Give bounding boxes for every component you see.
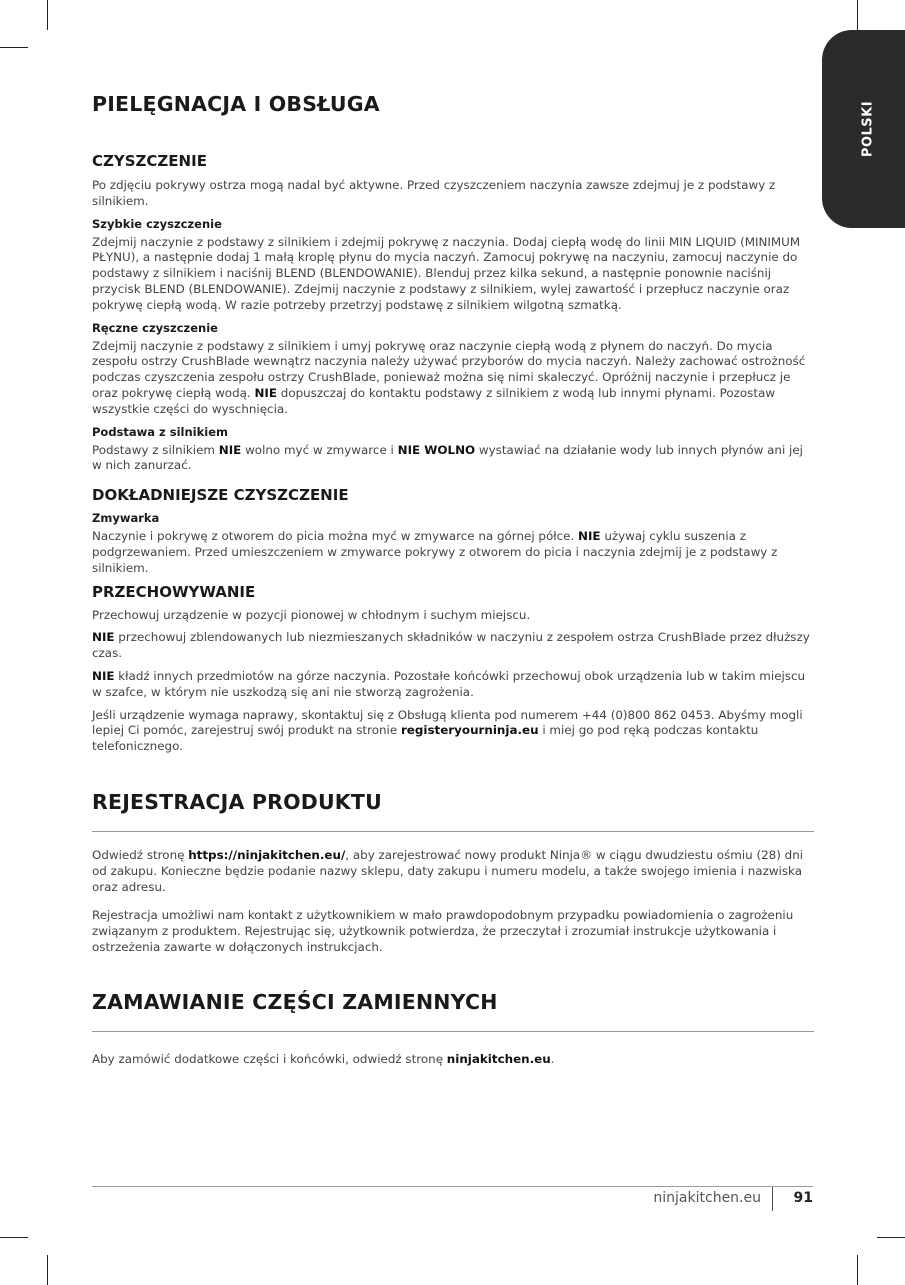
language-tab bbox=[822, 30, 905, 228]
manual-cleaning-text-2: dopuszczaj do kontaktu podstawy z silnikiem z wodą lub innymi płynami. Pozostaw wszystkie części do wyschnięcia. bbox=[92, 385, 776, 416]
page-number: 91 bbox=[793, 1190, 813, 1206]
manual-cleaning-heading: Ręczne czyszczenie bbox=[92, 320, 218, 335]
registration-p1-text-a: Odwiedź stronę bbox=[92, 847, 185, 862]
nie-emphasis: NIE bbox=[578, 529, 601, 544]
crop-mark bbox=[877, 1237, 905, 1238]
crop-mark bbox=[47, 1255, 48, 1285]
crop-mark bbox=[857, 0, 858, 30]
crop-mark bbox=[47, 0, 48, 30]
dishwasher-heading: Zmywarka bbox=[92, 511, 160, 526]
storage-p3 bbox=[92, 669, 814, 701]
spare-parts-text bbox=[92, 1052, 814, 1068]
crop-mark bbox=[0, 47, 28, 48]
registration-p1 bbox=[92, 848, 814, 895]
registration-p1-text-b: , aby zarejestrować nowy produkt Ninja® w ciągu dwudziestu ośmiu (28) dni od zakupu. Konieczne będzie podanie nazwy sklepu, daty zakupu i numeru modelu, a także swojego imienia i nazwiska oraz adresu. bbox=[92, 847, 804, 894]
storage-p4 bbox=[92, 708, 814, 755]
crop-mark bbox=[857, 1255, 858, 1285]
footer-site: ninjakitchen.eu bbox=[653, 1190, 761, 1206]
manual-cleaning-text-1: Zdejmij naczynie z podstawy z silnikiem i umyj pokrywę oraz naczynie ciepłą wodą z płynem do naczyń. Do mycia zespołu ostrzy CrushBlade wewnątrz naczynia należy używać przyborów do mycia naczyń. Należy zachować ostrożność podczas czyszczenia zespołu ostrzy CrushBlade, ponieważ można się nimi skaleczyć. Opróżnij naczynie i przepłucz je oraz pokrywę ciepłą wodą. bbox=[92, 338, 806, 400]
crop-mark bbox=[0, 1237, 28, 1238]
main-heading: PIELĘGNACJA I OBSŁUGA bbox=[92, 92, 380, 116]
footer-separator bbox=[772, 1187, 773, 1211]
nie-emphasis: NIE bbox=[254, 385, 277, 400]
motor-base-text-2: wolno myć w zmywarce i bbox=[245, 442, 394, 457]
storage-p1: Przechowuj urządzenie w pozycji pionowej w chłodnym i suchym miejscu. bbox=[92, 607, 531, 622]
quick-cleaning-heading: Szybkie czyszczenie bbox=[92, 216, 222, 231]
page-footer bbox=[92, 1186, 813, 1213]
registration-heading: REJESTRACJA PRODUKTU bbox=[92, 789, 382, 814]
section-divider bbox=[92, 1031, 814, 1032]
registration-p2: Rejestracja umożliwi nam kontakt z użytkownikiem w mało prawdopodobnym przypadku powiadomienia o zagrożeniu związanym z produktem. Rejestrując się, użytkownik potwierdza, że przeczytał i zrozumiał instrukcje użytkowania i ostrzeżenia zawarte w dołączonych instrukcjach. bbox=[92, 908, 794, 954]
storage-p4-text-a: Jeśli urządzenie wymaga naprawy, skontaktuj się z Obsługą klienta pod numerem +44 (0)800 862 0453. Abyśmy mogli lepiej Ci pomóc, zarejestruj swój produkt na stronie bbox=[92, 707, 803, 738]
nie-emphasis: NIE bbox=[92, 630, 115, 645]
storage-p2 bbox=[92, 630, 814, 662]
language-tab-label: POLSKI bbox=[860, 100, 876, 158]
dishwasher-text-1: Naczynie i pokrywę z otworem do picia można myć w zmywarce na górnej półce. bbox=[92, 529, 575, 544]
cleaning-intro: Po zdjęciu pokrywy ostrza mogą nadal być aktywne. Przed czyszczeniem naczynia zawsze zdejmuj je z podstawy z silnikiem. bbox=[92, 178, 776, 208]
storage-p4-text-b: i miej go pod ręką podczas kontaktu telefonicznego. bbox=[92, 723, 759, 754]
ninjakitchen-url-link[interactable]: https://ninjakitchen.eu/ bbox=[188, 847, 346, 862]
cleaning-heading: CZYSZCZENIE bbox=[92, 152, 207, 170]
storage-p3-text: kładź innych przedmiotów na górze naczynia. Pozostałe końcówki przechowuj obok urządzenia lub w takim miejscu w szafce, w którym nie uszkodzą się ani nie stworzą zagrożenia. bbox=[92, 668, 806, 699]
dishwasher-text bbox=[92, 529, 814, 576]
motor-base-heading: Podstawa z silnikiem bbox=[92, 424, 228, 439]
storage-p2-text: przechowuj zblendowanych lub niezmieszanych składników w naczyniu z zespołem ostrza CrushBlade przez dłuższy czas. bbox=[92, 630, 810, 661]
nie-wolno-emphasis: NIE WOLNO bbox=[397, 442, 476, 457]
nie-emphasis: NIE bbox=[92, 668, 115, 683]
section-divider bbox=[92, 831, 814, 832]
manual-cleaning-text bbox=[92, 339, 814, 418]
deep-cleaning-heading: DOKŁADNIEJSZE CZYSZCZENIE bbox=[92, 486, 349, 505]
dishwasher-text-2: używaj cyklu suszenia z podgrzewaniem. Przed umieszczeniem w zmywarce pokrywy z otworem do picia i naczynia zdejmij je z podstawy z silnikiem. bbox=[92, 529, 778, 575]
motor-base-text bbox=[92, 443, 814, 475]
page-content bbox=[92, 90, 814, 1068]
motor-base-text-1: Podstawy z silnikiem bbox=[92, 442, 216, 457]
ninjakitchen-link[interactable]: ninjakitchen.eu bbox=[446, 1051, 551, 1066]
storage-heading: PRZECHOWYWANIE bbox=[92, 582, 256, 601]
quick-cleaning-text: Zdejmij naczynie z podstawy z silnikiem i zdejmij pokrywę z naczynia. Dodaj ciepłą wodę do linii MIN LIQUID (MINIMUM PŁYNU), a następnie dodaj 1 małą kroplę płynu do mycia naczyń. Zamocuj pokrywę na naczyniu, zamocuj naczynie do podstawy z silnikiem i naciśnij BLEND (BLENDOWANIE). Blenduj przez kilka sekund, a następnie ponownie naciśnij przycisk BLEND (BLENDOWANIE). Zdejmij naczynie z podstawy z silnikiem, wylej zawartość i przepłucz naczynie oraz pokrywę ciepłą wodą. W razie potrzeby przetrzyj podstawę z silnikiem wilgotną szmatką. bbox=[92, 234, 801, 312]
register-link[interactable]: registeryourninja.eu bbox=[400, 723, 539, 738]
spare-parts-text-a: Aby zamówić dodatkowe części i końcówki, odwiedź stronę bbox=[92, 1051, 444, 1066]
spare-parts-heading: ZAMAWIANIE CZĘŚCI ZAMIENNYCH bbox=[92, 989, 498, 1014]
motor-base-text-3: wystawiać na działanie wody lub innych płynów ani jej w nich zanurzać. bbox=[92, 442, 803, 473]
nie-emphasis: NIE bbox=[218, 442, 242, 457]
spare-parts-text-b: . bbox=[550, 1051, 555, 1066]
